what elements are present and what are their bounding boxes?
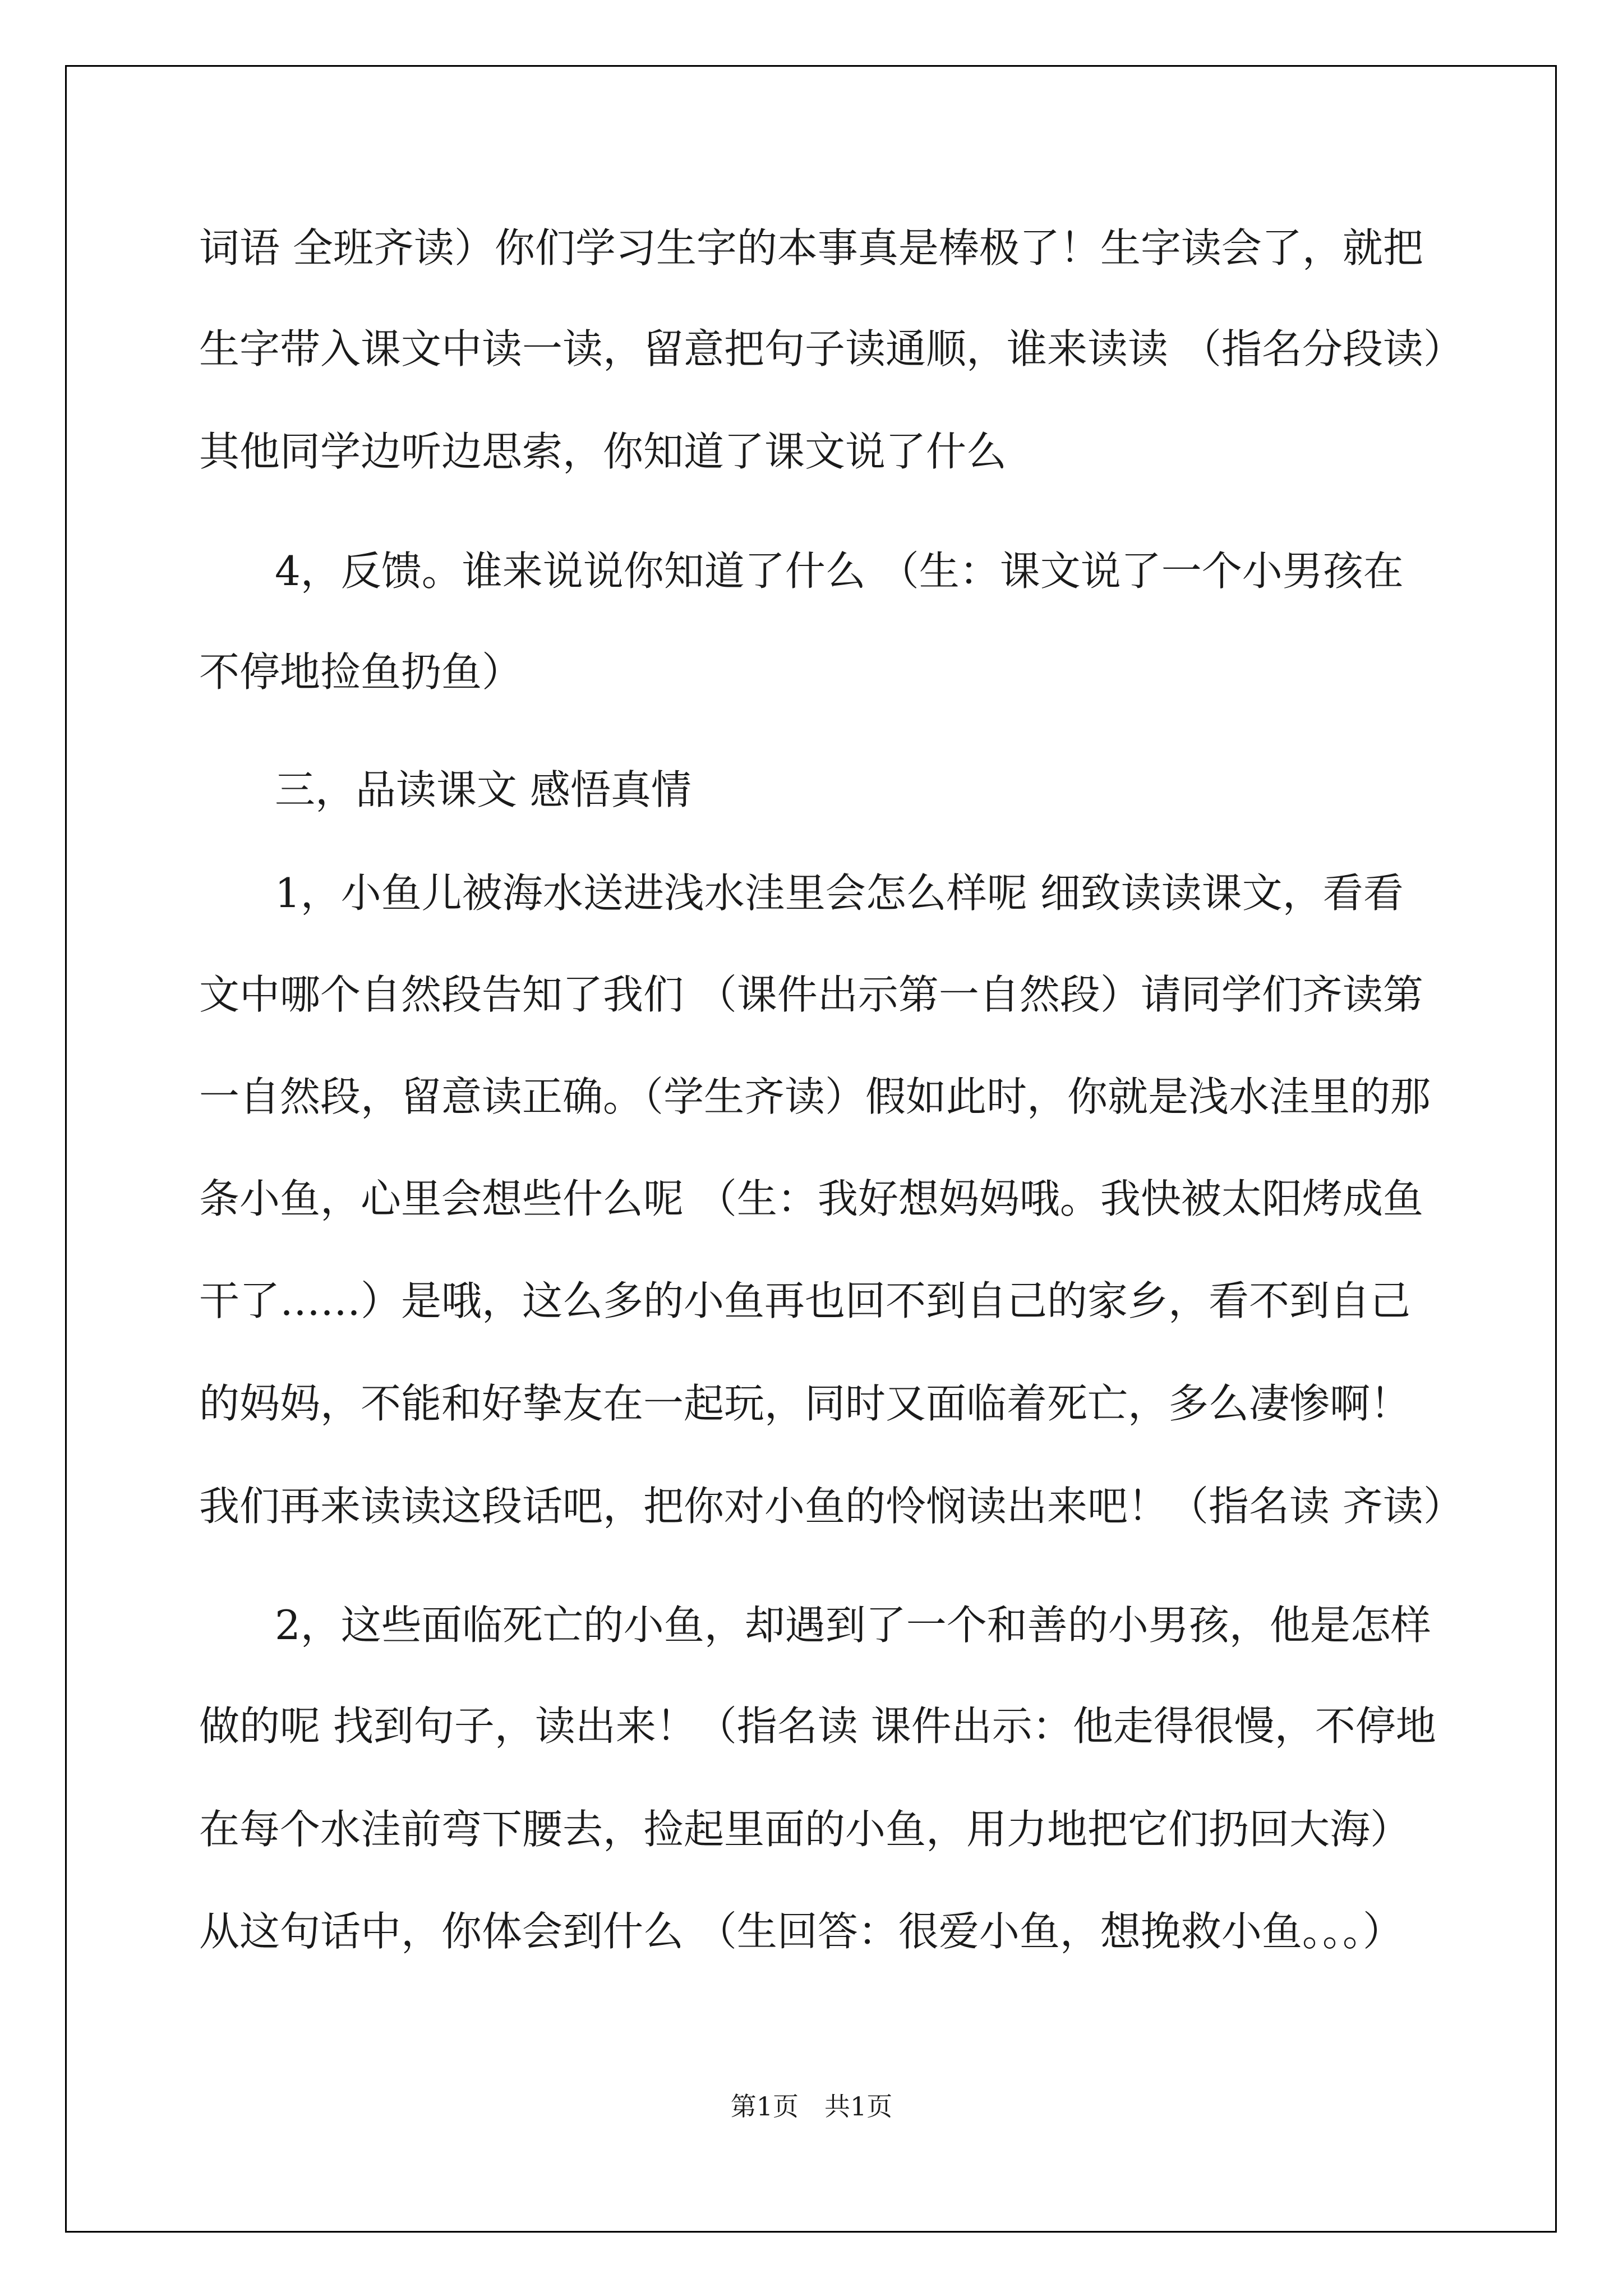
paragraph-line: 在每个水洼前弯下腰去，捡起里面的小鱼，用力地把它们扔回大海） xyxy=(199,1806,1411,1853)
paragraph-line: 干了……）是哦，这么多的小鱼再也回不到自己的家乡，看不到自己 xyxy=(199,1277,1411,1324)
page-number: 第1页 共1页 xyxy=(730,2091,893,2122)
paragraph-line: 条小鱼，心里会想些什么呢 （生：我好想妈妈哦。我快被太阳烤成鱼 xyxy=(199,1175,1423,1222)
paragraph-line: 2，这些面临死亡的小鱼，却遇到了一个和善的小男孩，他是怎样 xyxy=(275,1602,1431,1649)
paragraph-line: 生字带入课文中读一读，留意把句子读通顺，谁来读读 （指名分段读） xyxy=(199,325,1464,372)
paragraph-line: 我们再来读读这段话吧，把你对小鱼的怜悯读出来吧！（指名读 齐读） xyxy=(199,1483,1464,1530)
paragraph-line: 1，小鱼儿被海水送进浅水洼里会怎么样呢 细致读读课文，看看 xyxy=(275,869,1404,917)
paragraph-line: 一自然段，留意读正确。（学生齐读）假如此时，你就是浅水洼里的那 xyxy=(199,1073,1431,1120)
paragraph-line: 从这句话中，你体会到什么 （生回答：很爱小鱼，想挽救小鱼。。。） xyxy=(199,1908,1403,1955)
paragraph-line: 其他同学边听边思索，你知道了课文说了什么 xyxy=(199,428,1007,475)
section-heading: 三，品读课文 感悟真情 xyxy=(275,766,691,813)
paragraph-line: 不停地捡鱼扔鱼） xyxy=(199,648,523,696)
paragraph-line: 4，反馈。谁来说说你知道了什么 （生：课文说了一个小男孩在 xyxy=(275,547,1404,595)
paragraph-line: 的妈妈，不能和好挚友在一起玩，同时又面临着死亡，多么凄惨啊！ xyxy=(199,1380,1411,1427)
paragraph-line: 词语 全班齐读）你们学习生字的本事真是棒极了！生字读会了，就把 xyxy=(199,224,1423,272)
paragraph-line: 做的呢 找到句子，读出来！（指名读 课件出示：他走得很慢，不停地 xyxy=(199,1703,1436,1750)
paragraph-line: 文中哪个自然段告知了我们 （课件出示第一自然段）请同学们齐读第 xyxy=(199,971,1423,1018)
